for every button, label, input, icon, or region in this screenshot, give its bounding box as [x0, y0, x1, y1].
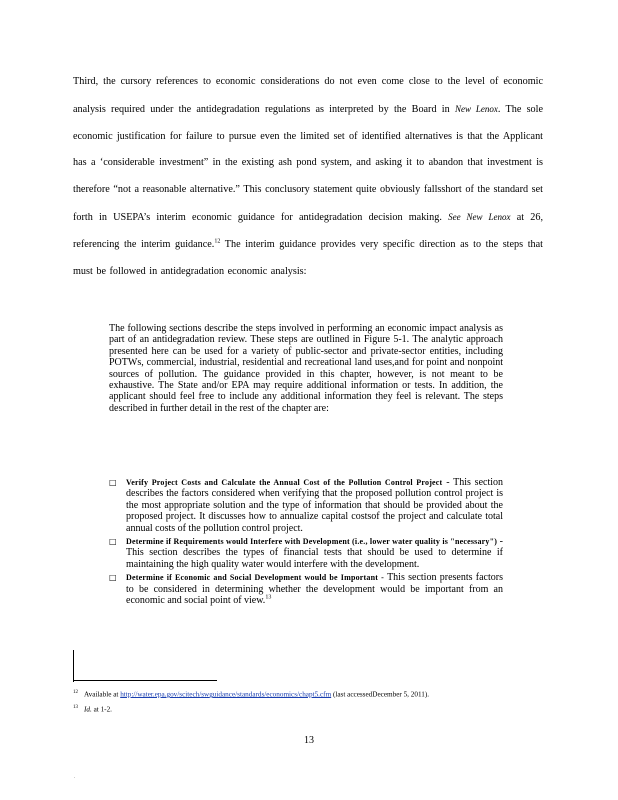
body-text-1: Third, the cursory references to economic considerations do not even come close to the level of economic analysis required under the antidegradation regulations as interpreted by the Board in	[73, 76, 543, 115]
bullet-item-1	[109, 477, 503, 534]
bullet-text: - This section describes the types of financial tests that should be used to determine if maintaining the high quality water would interfere with the development.	[126, 536, 504, 570]
body-paragraph	[73, 69, 543, 285]
bullet-title: Determine if Requirements would Interfere with Development (i.e., lower water quality is "necessary")	[126, 537, 498, 547]
checkbox-bullet-icon: □	[109, 573, 117, 583]
footnote-ref-13[interactable]: 13	[265, 594, 272, 601]
bullet-list	[109, 477, 503, 608]
bullet-title: Determine if Economic and Social Development would be Important -	[126, 573, 384, 583]
corner-mark: .	[74, 775, 76, 780]
footnote-id: Id.	[84, 705, 92, 714]
body-text-3: at 26, referencing the interim guidance.	[73, 211, 544, 250]
footnote-text: at 1-2.	[93, 705, 112, 714]
case-citation: New Lenox	[454, 103, 498, 114]
bullet-text: - This section describes the factors considered when verifying that the proposed pollution control project is the most appropriate solution and the type of information that should be provided about the proposed project. It discusses how to annualize capital costsof the project and calculate total annual costs of the pollution control project.	[126, 477, 503, 534]
footnote-link[interactable]: http://water.epa.gov/scitech/swguidance/standards/economics/chapt5.cfm	[120, 690, 332, 699]
bullet-item-2	[109, 536, 503, 570]
body-text-2: . The sole economic justification for failure to pursue even the limited set of identified alternatives is that the Applicant has a ‘considerable investment” in the existing ash pond system, and asking it to abandon that investment is therefore “not a reasonable alternative.” This conclusory statement quite obviously fallsshort of the standard set forth in USEPA’s interim economic guidance for antidegradation decision making.	[73, 103, 543, 223]
footnote-text: Available at	[84, 690, 119, 699]
footnote-number: 12	[73, 690, 78, 695]
margin-line	[73, 650, 74, 682]
footnote-13	[73, 703, 543, 715]
bullet-item-3	[109, 572, 503, 606]
see-citation: See New Lenox	[448, 211, 511, 222]
footnote-text: (last accessedDecember 5, 2011).	[332, 690, 430, 699]
page-number: 13	[304, 735, 314, 746]
block-quote: The following sections describe the steps involved in performing an economic impact analysis as part of an antidegradation review. These steps are outlined in Figure 5-1. The analytic approach presented here can be used for a variety of public-sector and private-sector entities, including POTWs, commercial, industrial, residential and recreational land uses,and for point and nonpoint sources of pollution. The guidance provided in this chapter, however, is not meant to be exhaustive. The State and/or EPA may require additional information or tests. In addition, the applicant should feel free to include any additional information they feel is relevant. The steps described in further detail in the rest of the chapter are:	[109, 323, 503, 414]
checkbox-bullet-icon: □	[109, 478, 117, 487]
footnote-ref-12[interactable]: 12	[214, 238, 221, 245]
footnote-divider	[73, 680, 217, 681]
bullet-text: This section presents factors to be considered in determining whether the development would be important from an economic and social point of view.	[126, 572, 503, 607]
body-text-4: The interim guidance provides very specific direction as to the steps that must be followed in antidegradation economic analysis:	[73, 238, 543, 277]
footnotes	[73, 688, 543, 718]
footnote-number: 13	[73, 704, 78, 710]
bullet-title: Verify Project Costs and Calculate the Annual Cost of the Pollution Control Project	[126, 478, 443, 487]
checkbox-bullet-icon: □	[109, 537, 117, 547]
footnote-12	[73, 688, 543, 700]
